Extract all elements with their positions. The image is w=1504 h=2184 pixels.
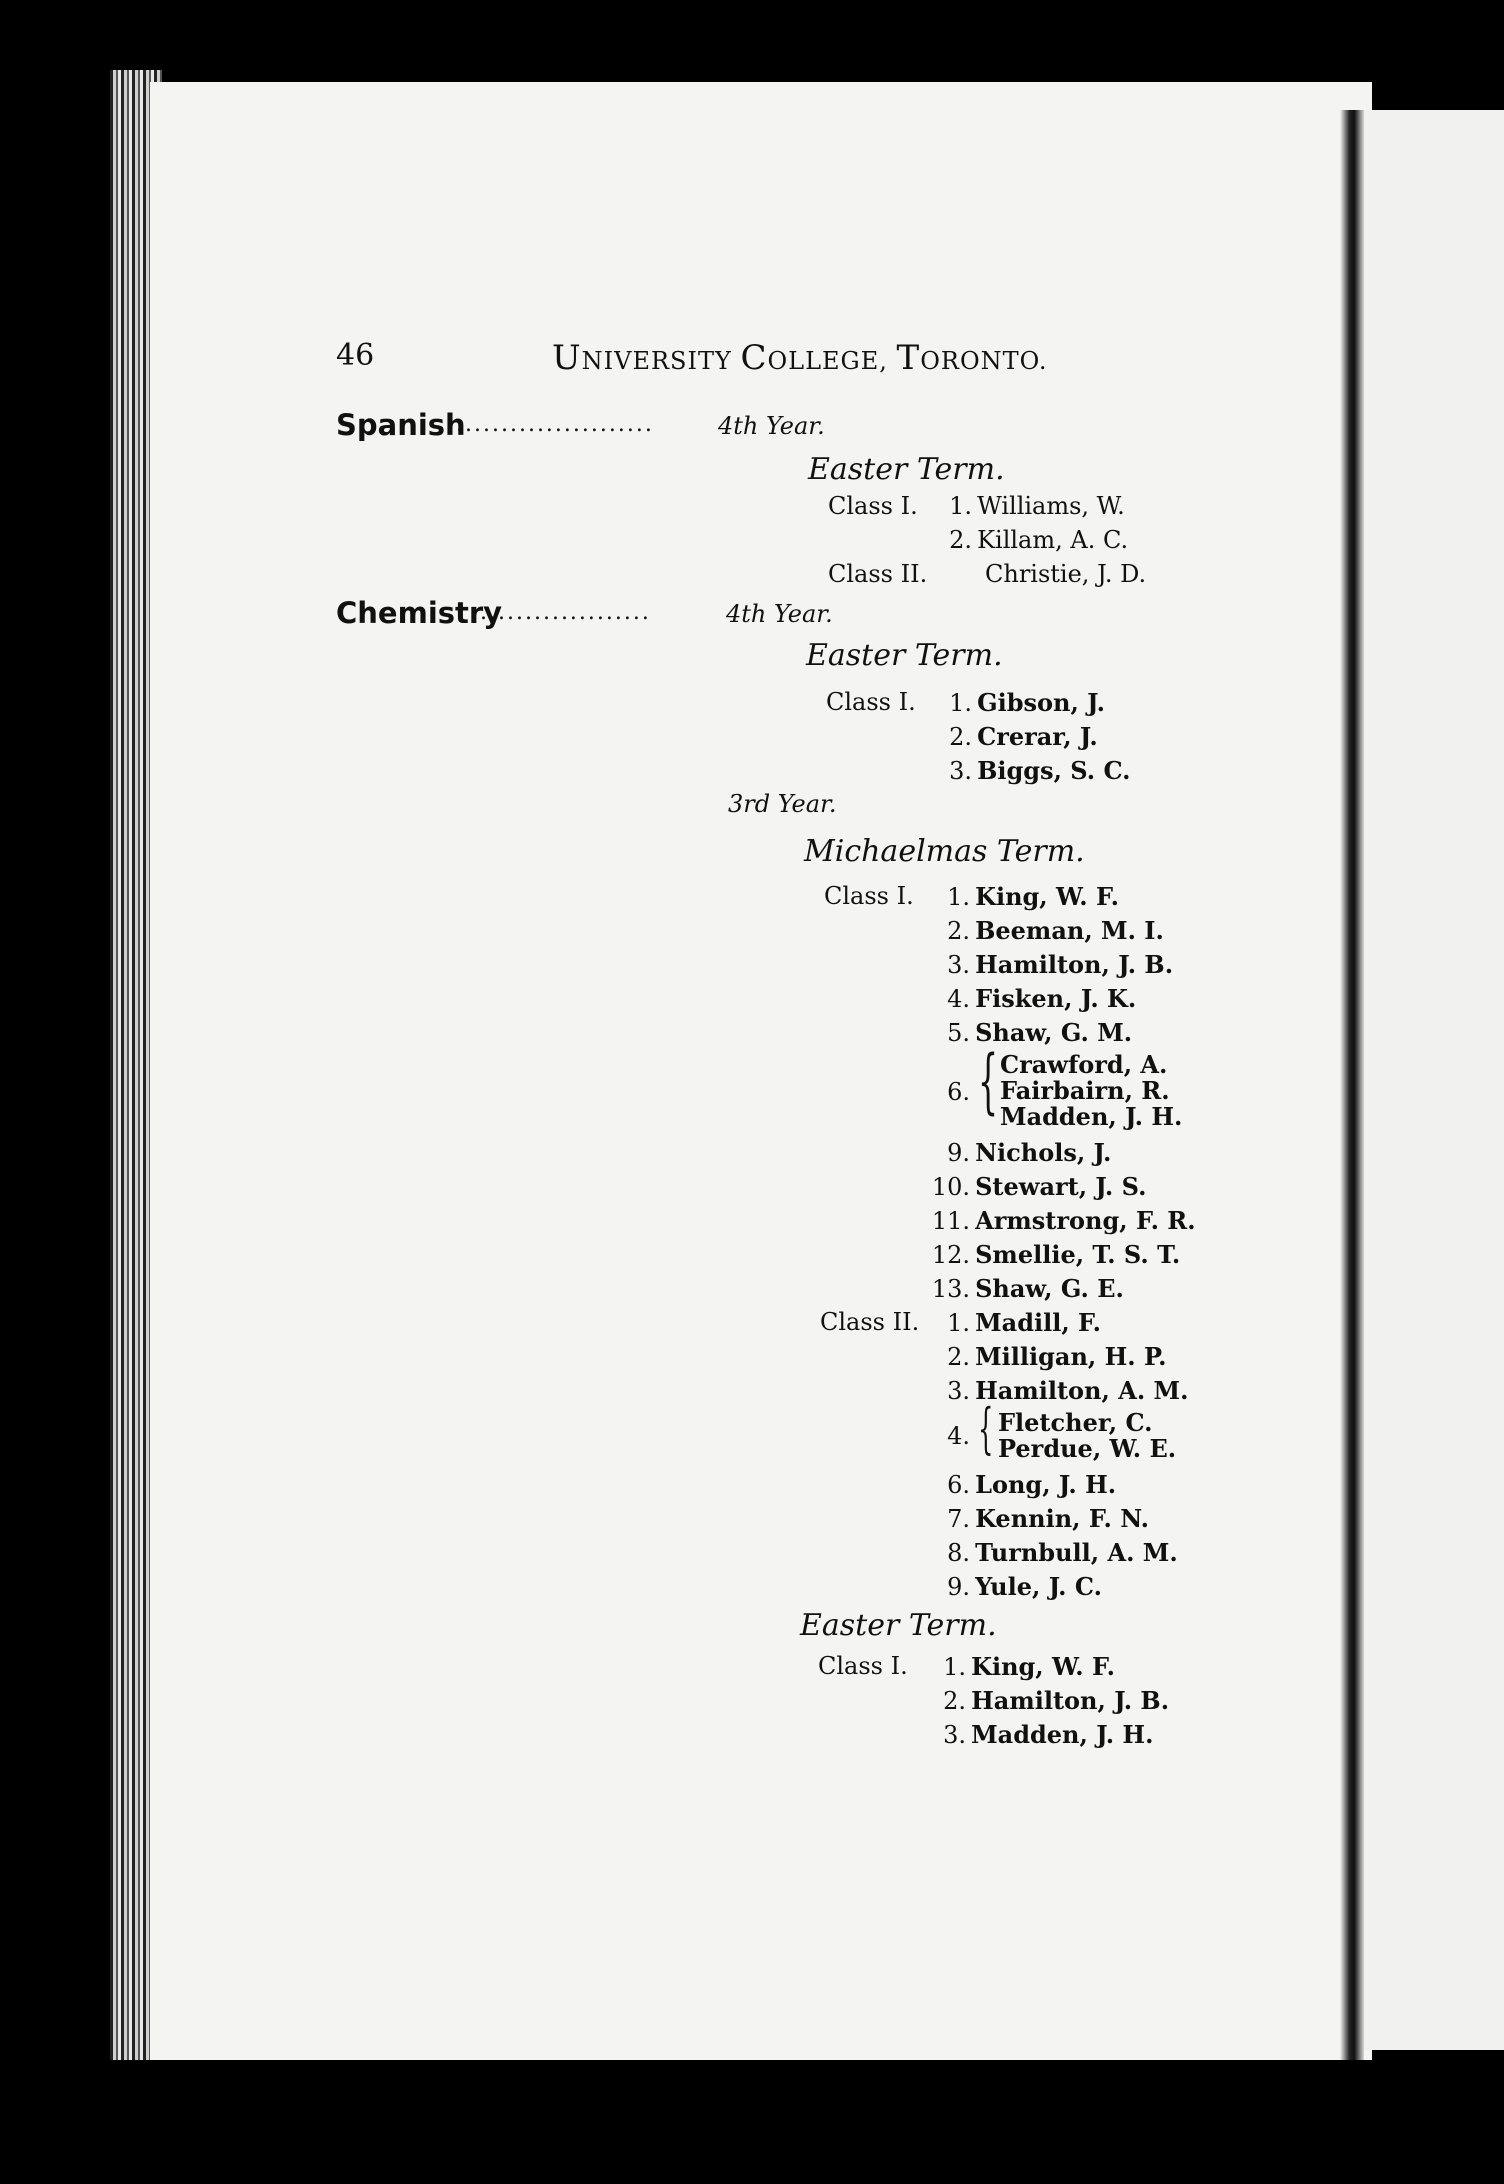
class-label: Class II. xyxy=(820,1308,920,1336)
list-item: Fletcher, C. xyxy=(998,1408,1153,1437)
list-item: 12. Smellie, T. S. T. xyxy=(931,1240,1181,1269)
list-item: 2. Hamilton, J. B. xyxy=(943,1686,1170,1715)
list-item: 1. Williams, W. xyxy=(949,492,1125,520)
tie-number: 6. xyxy=(947,1078,970,1106)
list-item: 8. Turnbull, A. M. xyxy=(947,1538,1178,1567)
list-item: 2. Milligan, H. P. xyxy=(947,1342,1167,1371)
list-item: 1. Gibson, J. xyxy=(949,688,1106,717)
class-label: Class I. xyxy=(828,492,918,520)
facing-page-edge xyxy=(1364,110,1504,2050)
running-header: UNIVERSITY COLLEGE, TORONTO. xyxy=(552,338,1048,378)
list-item: Crawford, A. xyxy=(1000,1050,1168,1079)
subject-chemistry: Chemistry xyxy=(336,596,503,630)
brace-symbol: { xyxy=(978,1397,994,1460)
list-item: Madden, J. H. xyxy=(1000,1102,1183,1131)
list-item: 3. Madden, J. H. xyxy=(943,1720,1154,1749)
list-item: 1. King, W. F. xyxy=(943,1652,1115,1681)
list-item: 3. Hamilton, A. M. xyxy=(947,1376,1189,1405)
class-label: Class I. xyxy=(826,688,916,716)
spanish-term: Easter Term. xyxy=(808,452,1005,487)
list-item: 9. Yule, J. C. xyxy=(947,1572,1102,1601)
class-label: Class I. xyxy=(824,882,914,910)
leader-dots: ................... xyxy=(480,600,651,625)
page-number: 46 xyxy=(336,338,375,373)
chemistry-easter-term-3rd: Easter Term. xyxy=(800,1608,997,1643)
list-item: 3. Hamilton, J. B. xyxy=(947,950,1174,979)
chemistry-easter-term: Easter Term. xyxy=(806,638,1003,673)
list-item: 10. Stewart, J. S. xyxy=(931,1172,1147,1201)
spanish-year: 4th Year. xyxy=(718,412,825,440)
chemistry-year-4: 4th Year. xyxy=(726,600,833,628)
class-label: Class I. xyxy=(818,1652,908,1680)
michaelmas-term: Michaelmas Term. xyxy=(804,834,1085,869)
subject-spanish: Spanish xyxy=(336,408,466,442)
list-item: 2. Crerar, J. xyxy=(949,722,1098,751)
page-gutter-shadow xyxy=(1340,110,1364,2070)
class-label: Class II. xyxy=(828,560,928,588)
brace-symbol: { xyxy=(978,1040,999,1122)
list-item: 7. Kennin, F. N. xyxy=(947,1504,1149,1533)
list-item: 6. Long, J. H. xyxy=(947,1470,1117,1499)
list-item: 9. Nichols, J. xyxy=(947,1138,1112,1167)
tie-number: 4. xyxy=(947,1422,970,1450)
list-item: 13. Shaw, G. E. xyxy=(931,1274,1124,1303)
list-item: Perdue, W. E. xyxy=(998,1434,1177,1463)
list-item: Fairbairn, R. xyxy=(1000,1076,1170,1105)
chemistry-year-3: 3rd Year. xyxy=(728,790,837,818)
bottom-shadow xyxy=(110,2060,1380,2184)
list-item: 3. Biggs, S. C. xyxy=(949,756,1131,785)
list-item: 5. Shaw, G. M. xyxy=(947,1018,1133,1047)
list-item: 2. Killam, A. C. xyxy=(949,526,1129,554)
list-item: 1. Madill, F. xyxy=(947,1308,1102,1337)
list-item: 1. King, W. F. xyxy=(947,882,1119,911)
leader-dots: ...................... xyxy=(456,412,654,437)
list-item: 4. Fisken, J. K. xyxy=(947,984,1137,1013)
list-item: 11. Armstrong, F. R. xyxy=(931,1206,1196,1235)
book-page xyxy=(150,82,1372,2072)
list-item: Christie, J. D. xyxy=(985,560,1147,588)
list-item: 2. Beeman, M. I. xyxy=(947,916,1164,945)
